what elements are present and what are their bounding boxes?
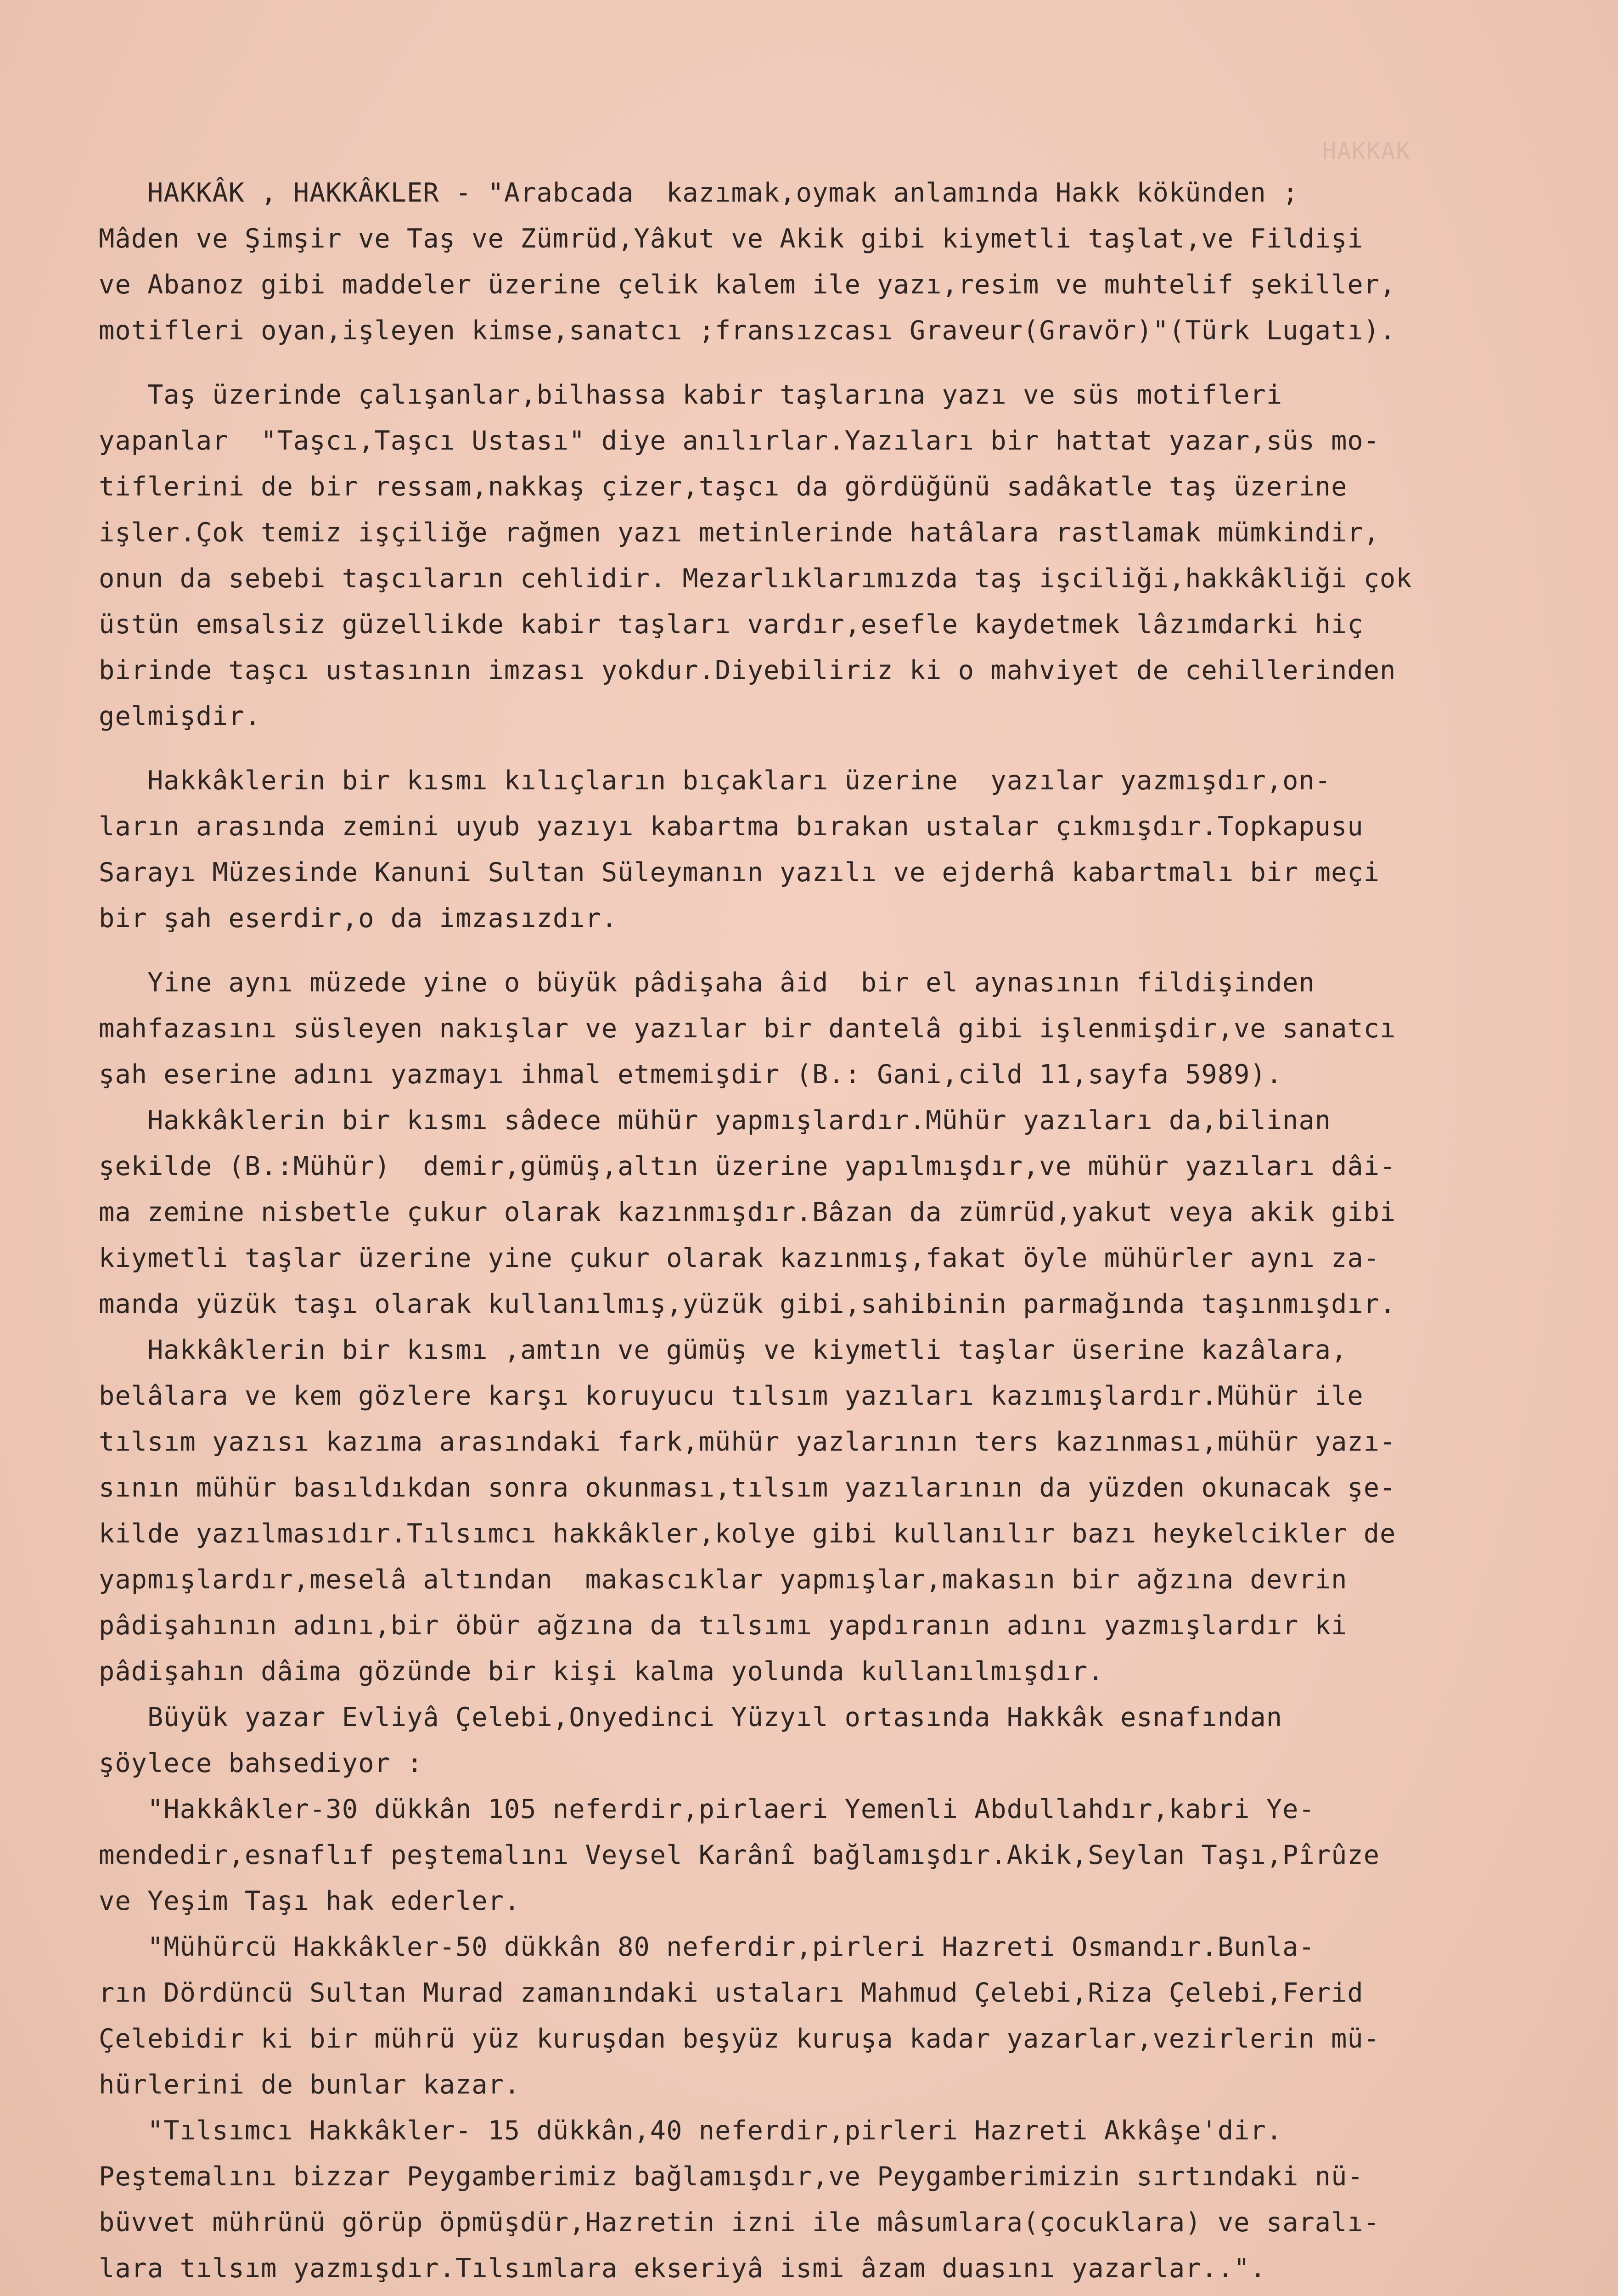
text-line: pâdişahının adını,bir öbür ağzına da tılsımı yapdıranın adını yazmışlardır ki <box>99 1610 1348 1641</box>
text-line: rın Dördüncü Sultan Murad zamanındaki ustaları Mahmud Çelebi,Riza Çelebi,Ferid <box>99 1978 1364 2008</box>
text-line: onun da sebebi taşcıların cehlidir. Mezarlıklarımızda taş işciliği,hakkâkliği çok <box>99 563 1412 594</box>
text-line: HAKKÂK , HAKKÂKLER - "Arabcada kazımak,oymak anlamında Hakk kökünden ; <box>99 178 1299 208</box>
text-line: Hakkâklerin bir kısmı kılıçların bıçakları üzerine yazılar yazmışdır,on- <box>99 765 1331 796</box>
text-line: tiflerini de bir ressam,nakkaş çizer,taşcı da gördüğünü sadâkatle taş üzerine <box>99 472 1348 502</box>
text-line: birinde taşcı ustasının imzası yokdur.Diyebiliriz ki o mahviyet de cehillerinden <box>99 655 1396 686</box>
text-line: Hakkâklerin bir kısmı sâdece mühür yapmışlardır.Mühür yazıları da,bilinan <box>99 1105 1331 1136</box>
text-line <box>99 2291 1600 2296</box>
paragraph <box>99 758 1600 941</box>
paragraph <box>99 372 1600 739</box>
text-line: Taş üzerinde çalışanlar,bilhassa kabir taşlarına yazı ve süs motifleri <box>99 380 1283 410</box>
text-line: yapmışlardır,meselâ altından makascıklar yapmışlar,makasın bir ağzına devrin <box>99 1564 1348 1595</box>
text-line: şah eserine adını yazmayı ihmal etmemişdir (B.: Gani,cild 11,sayfa 5989). <box>99 1059 1283 1090</box>
text-line: Hakkâklerin bir kısmı ,amtın ve gümüş ve kiymetli taşlar üserine kazâlara, <box>99 1335 1348 1365</box>
text-line: kiymetli taşlar üzerine yine çukur olarak kazınmış,fakat öyle mühürler aynı za- <box>99 1243 1380 1273</box>
text-line: Mâden ve Şimşir ve Taş ve Zümrüd,Yâkut ve Akik gibi kiymetli taşlat,ve Fildişi <box>99 224 1364 254</box>
text-line: Yine aynı müzede yine o büyük pâdişaha âid bir el aynasının fildişinden <box>99 968 1315 998</box>
text-line: "Hakkâkler-30 dükkân 105 neferdir,pirlaeri Yemenli Abdullahdır,kabri Ye- <box>99 1794 1315 1824</box>
text-line: sının mühür basıldıkdan sonra okunması,tılsım yazılarının da yüzden okunacak şe- <box>99 1473 1396 1503</box>
text-line: "Mühürcü Hakkâkler-50 dükkân 80 neferdir,pirleri Hazreti Osmandır.Bunla- <box>99 1932 1315 1962</box>
text-line: belâlara ve kem gözlere karşı koruyucu tılsım yazıları kazımışlardır.Mühür ile <box>99 1381 1364 1411</box>
paragraph <box>99 960 1600 2296</box>
text-line: Peştemalını bizzar Peygamberimiz bağlamışdır,ve Peygamberimizin sırtındaki nü- <box>99 2161 1364 2192</box>
text-line: pâdişahın dâima gözünde bir kişi kalma yolunda kullanılmışdır. <box>99 1656 1104 1687</box>
text-line: manda yüzük taşı olarak kullanılmış,yüzük gibi,sahibinin parmağında taşınmışdır. <box>99 1289 1396 1319</box>
text-line: mendedir,esnaflıf peştemalını Veysel Karânî bağlamışdır.Akik,Seylan Taşı,Pîrûze <box>99 1840 1380 1870</box>
faint-ghost-mark: HAKKAK <box>1322 138 1411 164</box>
text-line: üstün emsalsiz güzellikde kabir taşları vardır,esefle kaydetmek lâzımdarki hiç <box>99 609 1364 640</box>
text-line: motifleri oyan,işleyen kimse,sanatcı ;fransızcası Graveur(Gravör)"(Türk Lugatı). <box>99 315 1396 346</box>
paragraph-gap <box>99 941 1600 960</box>
text-line: ve Abanoz gibi maddeler üzerine çelik kalem ile yazı,resim ve muhtelif şekiller, <box>99 270 1396 300</box>
text-line: şöylece bahsediyor : <box>99 1748 423 1778</box>
text-line: büvvet mührünü görüp öpmüşdür,Hazretin izni ile mâsumlara(çocuklara) ve saralı- <box>99 2207 1380 2238</box>
text-line: "Tılsımcı Hakkâkler- 15 dükkân,40 neferdir,pirleri Hazreti Akkâşe'dir. <box>99 2116 1283 2146</box>
paragraph-gap <box>99 739 1600 758</box>
text-line: Büyük yazar Evliyâ Çelebi,Onyedinci Yüzyıl ortasında Hakkâk esnafından <box>99 1702 1283 1733</box>
text-line: tılsım yazısı kazıma arasındaki fark,mühür yazlarının ters kazınması,mühür yazı- <box>99 1427 1396 1457</box>
text-line: şekilde (B.:Mühür) demir,gümüş,altın üzerine yapılmışdır,ve mühür yazıları dâi- <box>99 1151 1396 1182</box>
text-line: bir şah eserdir,o da imzasızdır. <box>99 903 618 934</box>
text-line: Sarayı Müzesinde Kanuni Sultan Süleymanın yazılı ve ejderhâ kabartmalı bir meçi <box>99 857 1380 888</box>
paragraph-gap <box>99 354 1600 372</box>
document-text-body <box>99 170 1600 2296</box>
text-line: ların arasında zemini uyub yazıyı kabartma bırakan ustalar çıkmışdır.Topkapusu <box>99 811 1364 842</box>
text-line: lara tılsım yazmışdır.Tılsımlara ekseriyâ ismi âzam duasını yazarlar..". <box>99 2253 1266 2284</box>
text-line: gelmişdir. <box>99 701 261 732</box>
text-line: mahfazasını süsleyen nakışlar ve yazılar bir dantelâ gibi işlenmişdir,ve sanatcı <box>99 1013 1396 1044</box>
text-line: işler.Çok temiz işçiliğe rağmen yazı metinlerinde hatâlara rastlamak mümkindir, <box>99 518 1380 548</box>
text-line: ma zemine nisbetle çukur olarak kazınmışdır.Bâzan da zümrüd,yakut veya akik gibi <box>99 1197 1396 1227</box>
text-line: kilde yazılmasıdır.Tılsımcı hakkâkler,kolye gibi kullanılır bazı heykelcikler de <box>99 1519 1396 1549</box>
text-line: yapanlar "Taşcı,Taşcı Ustası" diye anılırlar.Yazıları bir hattat yazar,süs mo- <box>99 426 1380 456</box>
text-line: ve Yeşim Taşı hak ederler. <box>99 1886 521 1916</box>
text-line: hürlerini de bunlar kazar. <box>99 2070 521 2100</box>
paragraph <box>99 170 1600 354</box>
text-line: Çelebidir ki bir mührü yüz kuruşdan beşyüz kuruşa kadar yazarlar,vezirlerin mü- <box>99 2024 1380 2054</box>
